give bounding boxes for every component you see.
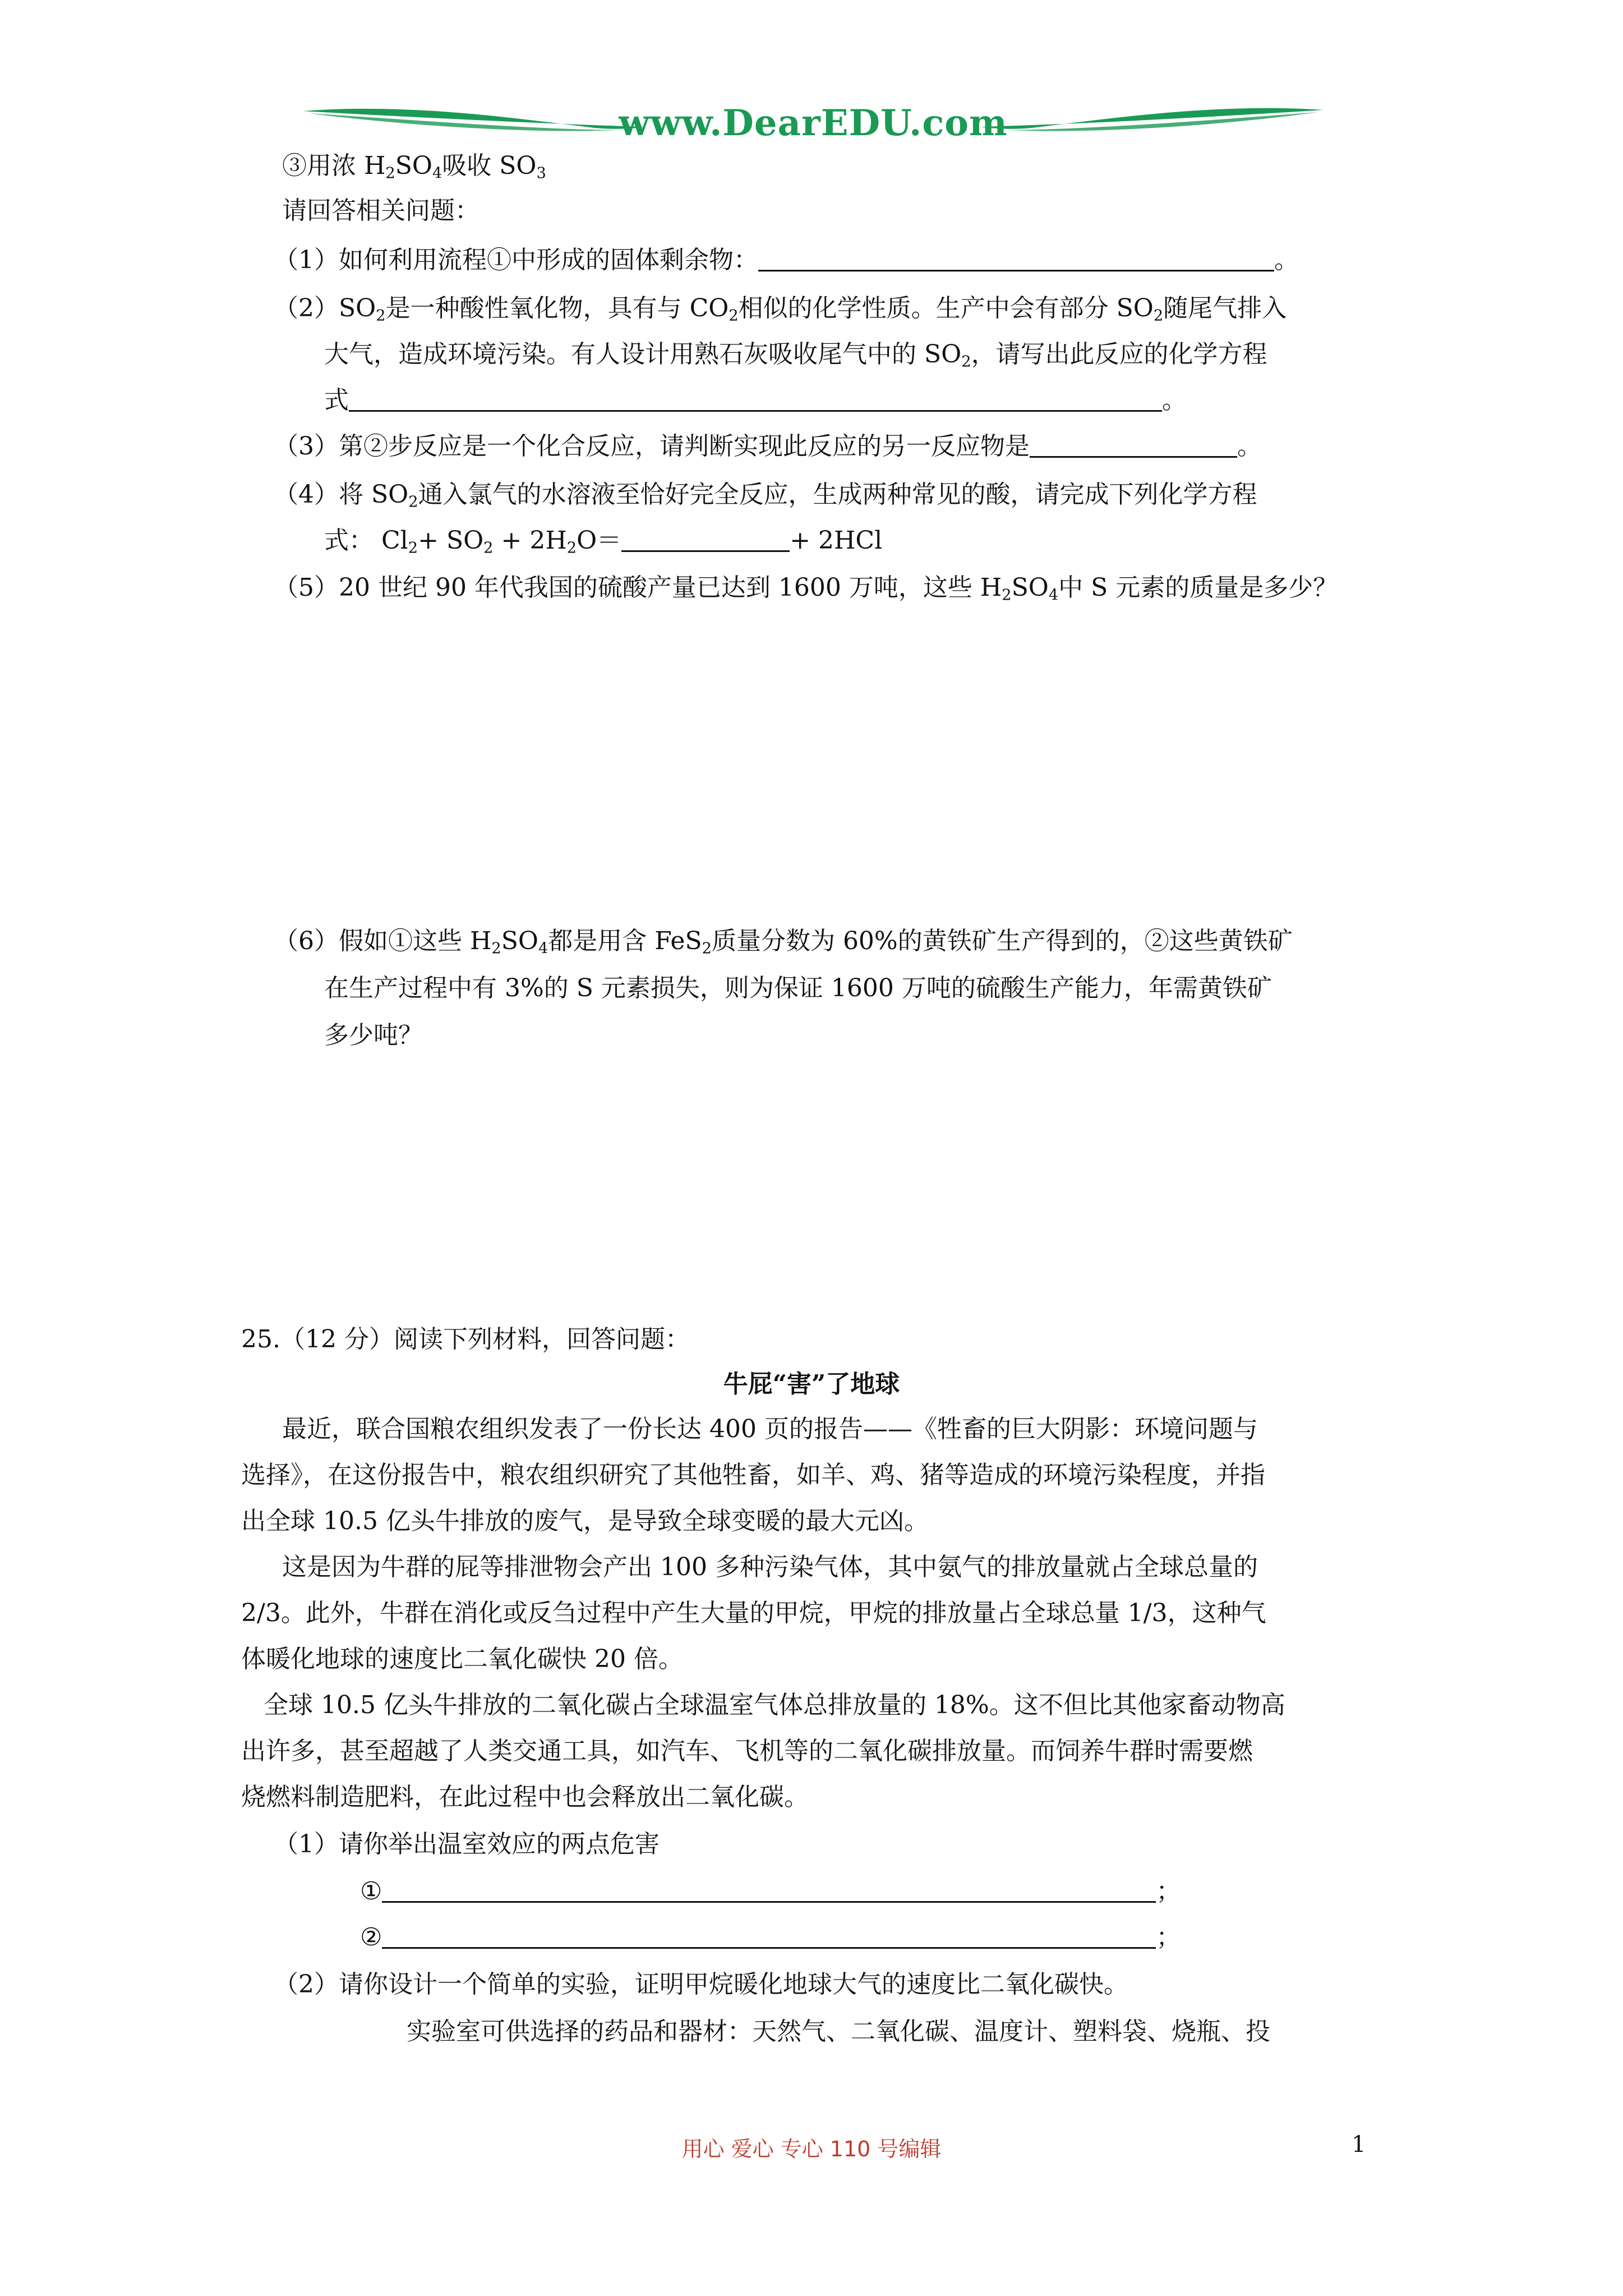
footer-text: 用心 爱心 专心 110 号编辑 (681, 2137, 942, 2161)
q25-sub2: （2）请你设计一个简单的实验，证明甲烷暖化地球大气的速度比二氧化碳快。 (274, 1970, 1128, 1999)
para1-line3: 出全球 10.5 亿头牛排放的废气，是导致全球变暖的最大元凶。 (241, 1507, 929, 1535)
site-header (303, 94, 1324, 156)
site-url: www.DearEDU.com (619, 102, 1008, 144)
q24-part6-line1: （6）假如①这些 $H_2SO_4$都是用含 FeS$_2$质量分数为 60%的黄铁矿生产得到的，②这些黄铁矿 (274, 927, 1293, 958)
q25-sub2-materials: 实验室可供选择的药品和器材：天然气、二氧化碳、温度计、塑料袋、烧瓶、投 (407, 2017, 1270, 2046)
para1-line1: 最近，联合国粮农组织发表了一份长达 400 页的报告——《牲畜的巨大阴影：环境问题与 (282, 1415, 1258, 1443)
para2-line2: 2/3。此外，牛群在消化或反刍过程中产生大量的甲烷，甲烷的排放量占全球总量 1/3，这种气 (241, 1599, 1266, 1627)
q24-part2-line3: 式 。 (324, 386, 1187, 415)
q24-part6-line2: 在生产过程中有 3%的 S 元素损失，则为保证 1600 万吨的硫酸生产能力，年需黄铁矿 (324, 974, 1272, 1002)
para3-line1: 全球 10.5 亿头牛排放的二氧化碳占全球温室气体总排放量的 18%。这不但比其他家畜动物高 (264, 1691, 1285, 1719)
answer-blank-4[interactable] (621, 529, 790, 552)
q24-part3: （3）第②步反应是一个化合反应，请判断实现此反应的另一反应物是 。 (274, 432, 1262, 461)
para3-line2: 出许多，甚至超越了人类交通工具，如汽车、飞机等的二氧化碳排放量。而饲养牛群时需要燃 (241, 1737, 1253, 1765)
q24-part1: （1）如何利用流程①中形成的固体剩余物： 。 (274, 246, 1299, 274)
answer-blank-6[interactable] (382, 1926, 1156, 1949)
answer-blank-1[interactable] (758, 249, 1274, 272)
q25-sub1-answer-b: ② ； (360, 1923, 1181, 1952)
q24-part4-line2: 式： $Cl_2+ SO_2 + 2H_2O= + 2HCl$ (324, 526, 883, 557)
q24-part6-line3: 多少吨？ (324, 1021, 423, 1050)
answer-blank-3[interactable] (1030, 435, 1237, 458)
q25-sub1-answer-a: ① ； (360, 1877, 1181, 1906)
q25-sub1: （1）请你举出温室效应的两点危害 (274, 1830, 660, 1858)
q24-part2-line2: 大气，造成环境污染。有人设计用熟石灰吸收尾气中的 $SO_2$，请写出此反应的化学方程 (324, 340, 1267, 371)
para2-line3: 体暖化地球的速度比二氧化碳快 20 倍。 (241, 1645, 683, 1673)
q25-heading: 25.（12 分）阅读下列材料，回答问题： (241, 1325, 690, 1354)
para2-line1: 这是因为牛群的屁等排泄物会产出 100 多种污染气体，其中氨气的排放量就占全球总量的 (282, 1553, 1258, 1581)
q24-part5: （5）20 世纪 90 年代我国的硫酸产量已达到 1600 万吨，这些 $H_2SO_4$中 S 元素的质量是多少？ (274, 573, 1338, 604)
q24-part2-line1: $(2)SO_2$是一种酸性氧化物，具有与 $CO_2$相似的化学性质。生产中会有部分 $SO_2$随尾气排入 (274, 294, 1287, 325)
answer-blank-2[interactable] (349, 389, 1162, 412)
para1-line2: 选择》，在这份报告中，粮农组织研究了其他牲畜，如羊、鸡、猪等造成的环境污染程度，并指 (241, 1461, 1265, 1489)
q24-step3: ③用浓 $H_2SO_4$吸收 $SO_3$ (282, 151, 546, 182)
para3-line3: 烧燃料制造肥料，在此过程中也会释放出二氧化碳。 (241, 1783, 809, 1811)
q24-prompt: 请回答相关问题： (282, 196, 479, 225)
q24-part4-line1: （4）将 $SO_2$通入氯气的水溶液至恰好完全反应，生成两种常见的酸，请完成下列化学方程 (274, 480, 1257, 511)
article-title: 牛屁“害”了地球 (723, 1370, 900, 1398)
answer-blank-5[interactable] (382, 1880, 1156, 1903)
page-number: 1 (1352, 2132, 1366, 2157)
